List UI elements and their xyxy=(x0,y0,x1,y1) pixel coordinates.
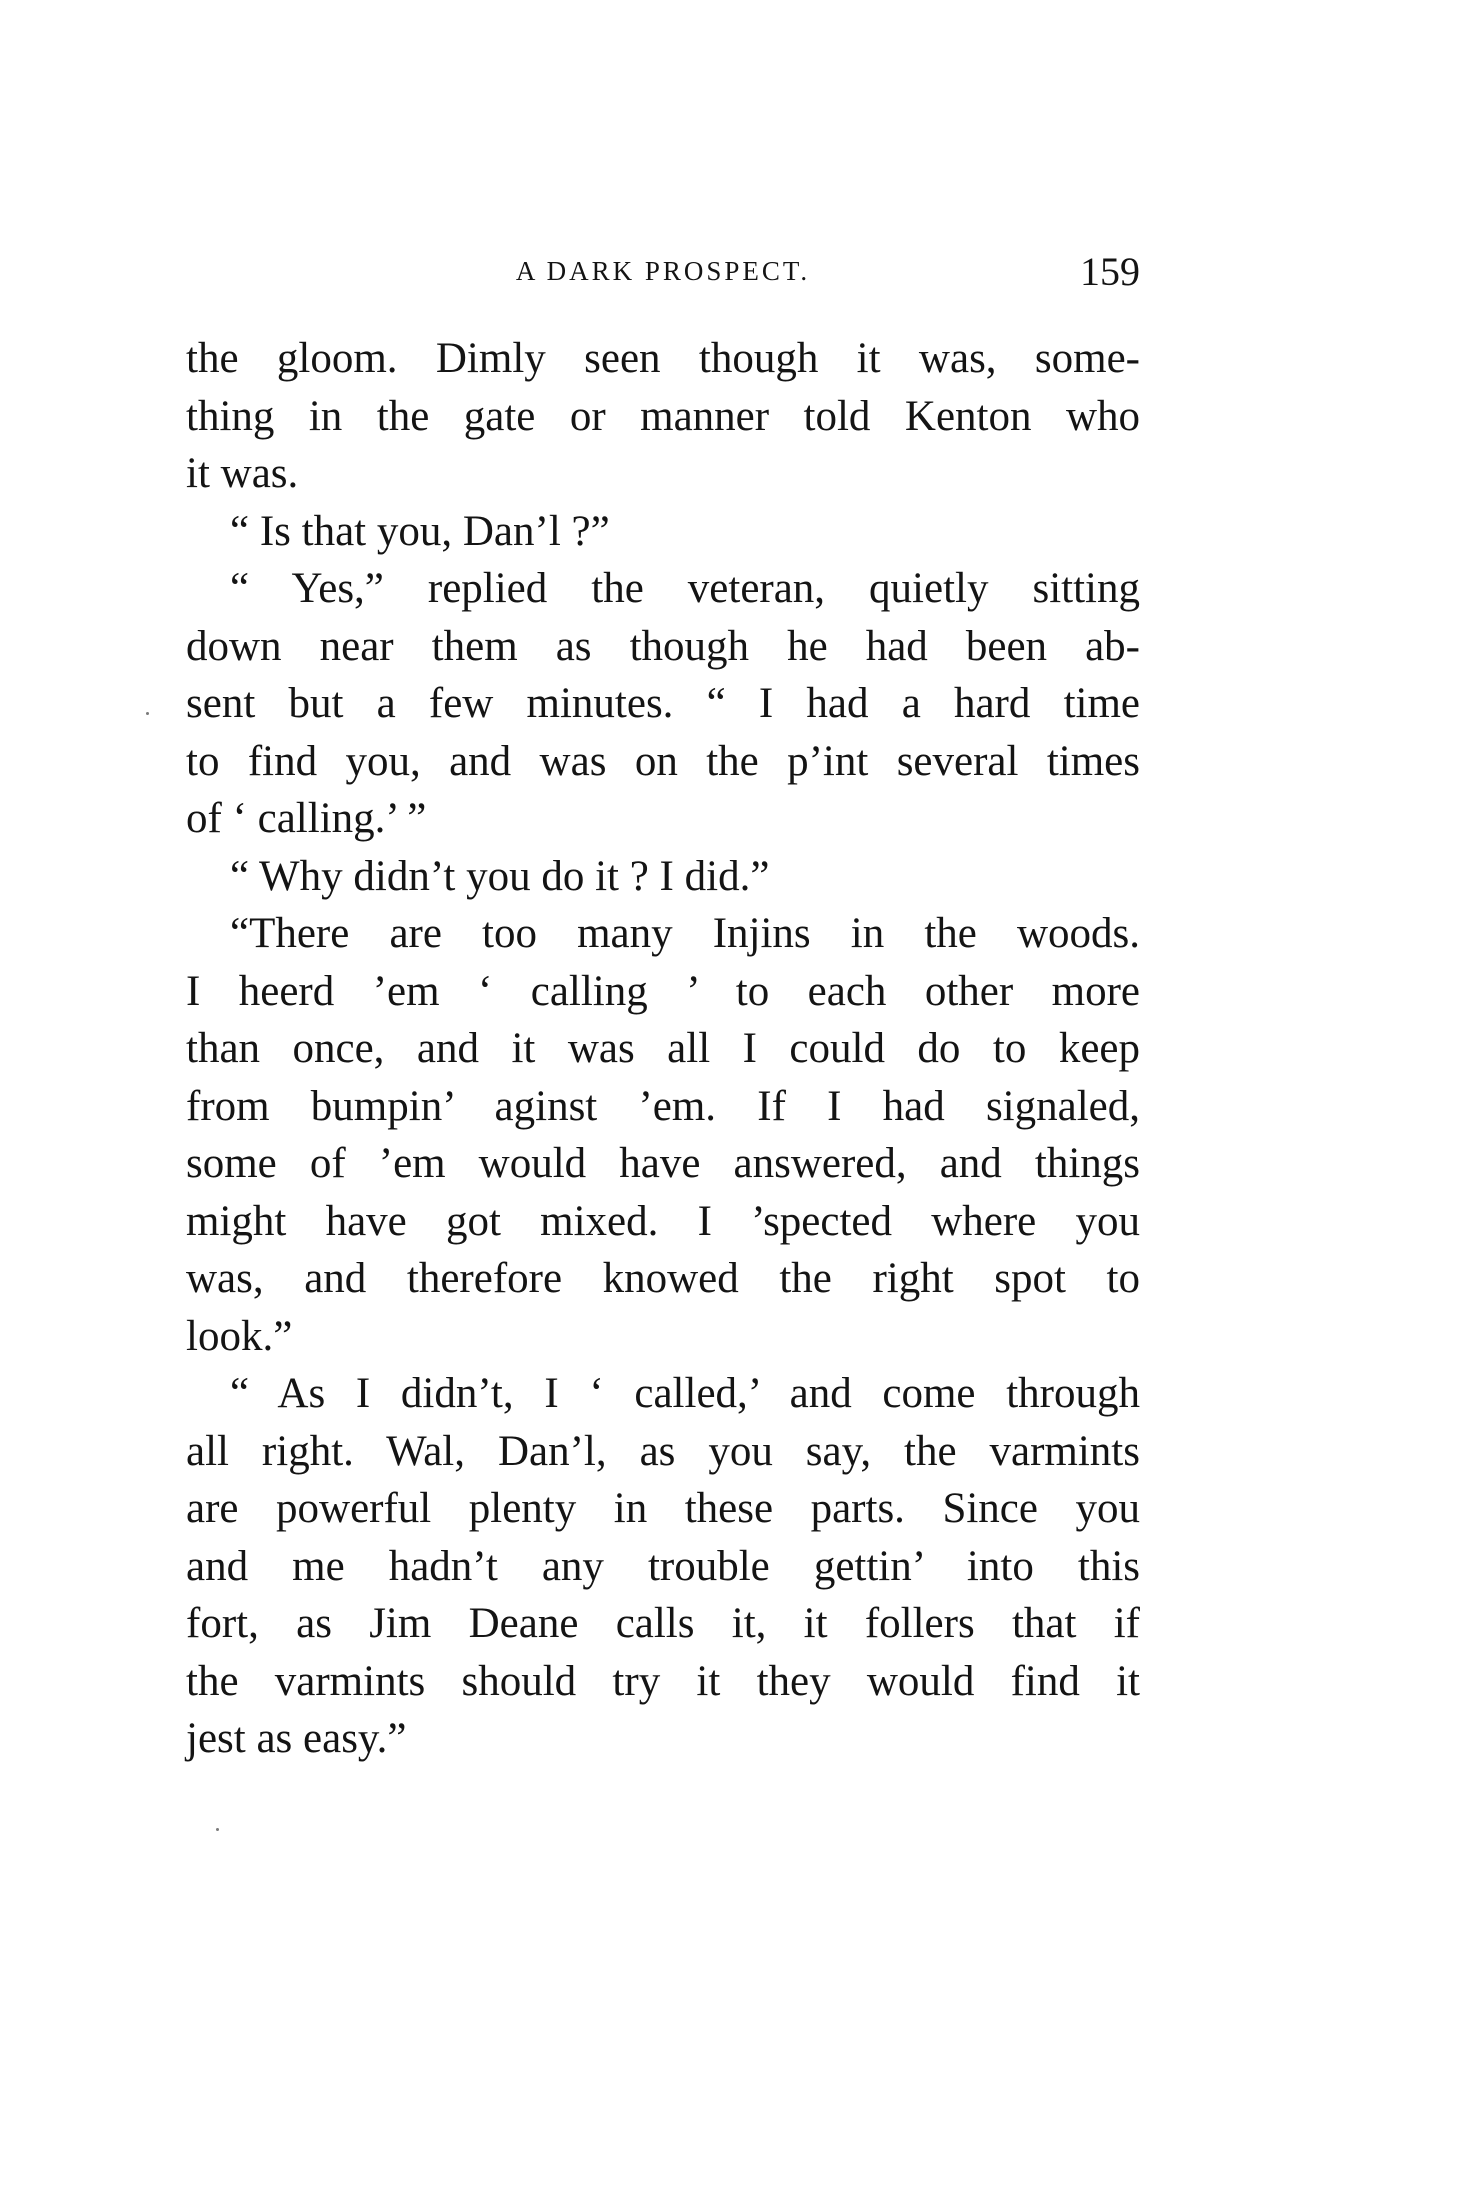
text-line: some of ’em would have answered, and things xyxy=(186,1140,1140,1187)
text-line: was, and therefore knowed the right spot to xyxy=(186,1255,1140,1302)
text-line: “There are too many Injins in the woods. xyxy=(230,910,1140,957)
running-title: A DARK PROSPECT. xyxy=(515,256,811,286)
text-line: and me hadn’t any trouble gettin’ into this xyxy=(186,1542,1140,1590)
text-line: are powerful plenty in these parts. Since you xyxy=(186,1485,1140,1532)
text-line: thing in the gate or manner told Kenton who xyxy=(186,392,1140,440)
text-line: all right. Wal, Dan’l, as you say, the varmints xyxy=(186,1427,1140,1475)
text-line: the varmints should try it they would find it xyxy=(186,1657,1140,1705)
text-line: I heerd ’em ‘ calling ’ to each other more xyxy=(186,967,1140,1015)
text-line: than once, and it was all I could do to keep xyxy=(186,1025,1140,1072)
text-line: of ‘ calling.’ ” xyxy=(186,795,427,842)
paper-speck xyxy=(146,712,149,715)
text-line: jest as easy.” xyxy=(186,1715,407,1762)
paper-speck xyxy=(216,1828,219,1831)
text-line: fort, as Jim Deane calls it, it follers that if xyxy=(186,1600,1140,1647)
text-line: down near them as though he had been ab- xyxy=(186,622,1140,670)
body-text xyxy=(186,330,1140,1768)
text-line: from bumpin’ aginst ’em. If I had signaled, xyxy=(186,1082,1140,1130)
text-line: “ Is that you, Dan’l ?” xyxy=(230,507,610,555)
text-line: the gloom. Dimly seen though it was, some- xyxy=(186,335,1140,382)
text-line: look.” xyxy=(186,1312,293,1360)
text-line: to find you, and was on the p’int several times xyxy=(186,737,1140,785)
page-number: 159 xyxy=(1080,249,1140,294)
text-line: sent but a few minutes. “ I had a hard time xyxy=(186,680,1140,727)
text-line: might have got mixed. I ’spected where you xyxy=(186,1197,1140,1245)
text-line: “ Yes,” replied the veteran, quietly sitting xyxy=(230,565,1140,612)
text-line: “ Why didn’t you do it ? I did.” xyxy=(230,852,770,900)
text-line: it was. xyxy=(186,450,299,497)
running-header xyxy=(186,248,1140,298)
text-line: “ As I didn’t, I ‘ called,’ and come through xyxy=(230,1370,1140,1417)
